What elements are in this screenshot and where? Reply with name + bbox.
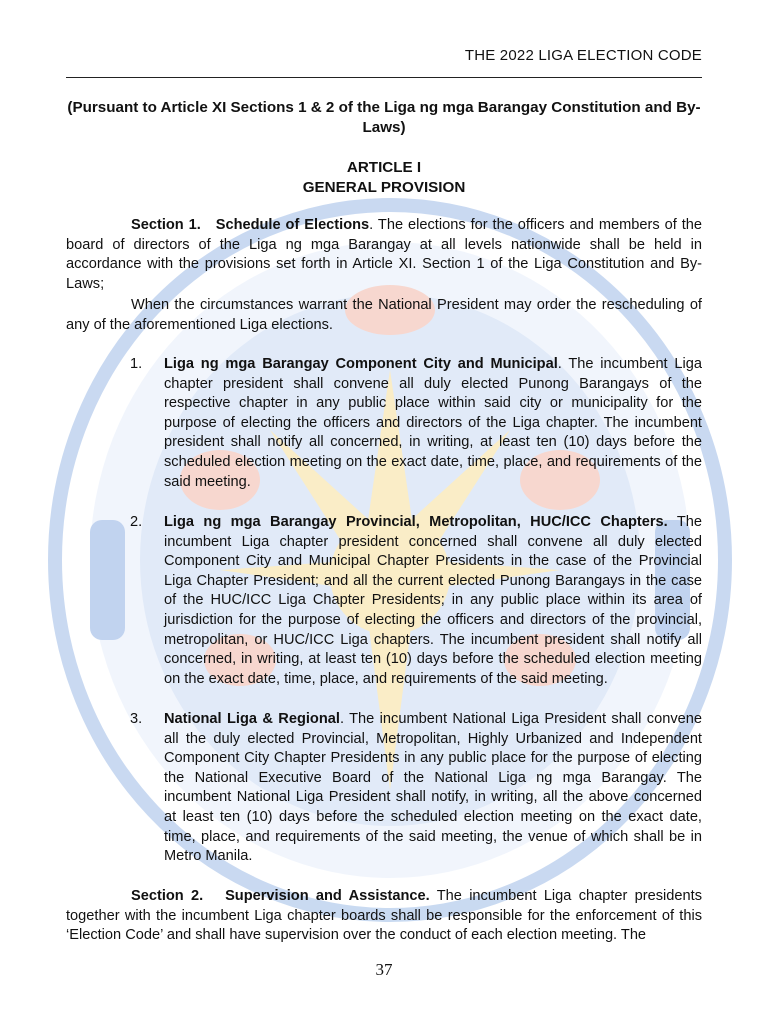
section-1-text: . The elections for the officers and members of the board of directors of the Liga ng mga Barangay at all levels nationwide shall be held in accordance with the provisions set forth in Article XI. Section 1 of the Liga Constitution and By-Laws; (66, 217, 703, 292)
list-item-text: The incumbent Liga chapter president concerned shall convene all duly elected Component City and Municipal Chapter Presidents in the case of the Provincial Liga Chapter President; and all the current elected Punong Barangays in the case of the HUC/ICC Liga Chapter Presidents; in any public place within its area of jurisdiction for the purpose of electing the officers and directors of the provincial, metropolitan, or HUC/ICC Liga chapters. The incumbent president shall notify all concerned, in writing, at least ten (10) days before the scheduled election meeting on the exact date, time, place, and requirements of the said meeting. (164, 514, 702, 687)
article-number: ARTICLE I (346, 159, 422, 176)
section-2-text: The incumbent Liga chapter presidents together with the incumbent Liga chapter boards shall be responsible for the enforcement of this ‘Election Code’ and shall have supervision over the conduct of each election meeting. The (66, 888, 703, 944)
list-item-number: 1. (130, 356, 143, 372)
section-1 (66, 216, 702, 294)
list-item-heading: National Liga & Regional (164, 711, 340, 727)
list-item-number: 3. (130, 711, 143, 727)
list-item-number: 2. (130, 514, 143, 530)
rescheduling-paragraph: When the circumstances warrant the National President may order the rescheduling of any of the aforementioned Liga elections. (66, 297, 702, 333)
list-item-text: . The incumbent National Liga President shall convene all the duly elected Provincial, Metropolitan, Highly Urbanized and Independent Component City Chapter Presidents in any public place for the purpose of electing the National Executive Board of the National Liga ng mga Barangay. The incumbent National Liga President shall notify, in writing, all the above concerned at least ten (10) days before the scheduled election meeting on the exact date, time, place, and requirements of the said meeting, the venue of which shall be in Metro Manila. (164, 711, 702, 865)
section-2 (66, 887, 702, 946)
section-1-label: Section 1. (131, 217, 201, 233)
list-item-heading: Liga ng mga Barangay Component City and Municipal (164, 356, 558, 372)
list-item-3 (130, 710, 702, 867)
pursuant-note: (Pursuant to Article XI Sections 1 & 2 of the Liga ng mga Barangay Constitution and By-Laws) (67, 99, 701, 136)
list-item-1 (130, 355, 702, 492)
list-item-2 (130, 513, 702, 689)
page-number: 37 (375, 960, 393, 979)
list-item-heading: Liga ng mga Barangay Provincial, Metropolitan, HUC/ICC Chapters. (164, 514, 668, 530)
article-heading (66, 158, 702, 198)
section-1-heading: Schedule of Elections (215, 217, 370, 233)
article-title: GENERAL PROVISION (302, 179, 466, 196)
list-item-text: . The incumbent Liga chapter president shall convene all duly elected Punong Barangays of the respective chapter in any public place within said city or municipality for the purpose of electing the officers and directors of the Liga chapter. The incumbent president shall notify all concerned, in writing, at least ten (10) days before the scheduled election meeting on the exact date, time, place, and requirements of the said meeting. (164, 356, 702, 490)
header-rule (66, 77, 702, 78)
running-title: THE 2022 LIGA ELECTION CODE (464, 47, 702, 64)
section-2-label: Section 2. (131, 888, 204, 904)
section-2-heading: Supervision and Assistance. (225, 888, 430, 904)
